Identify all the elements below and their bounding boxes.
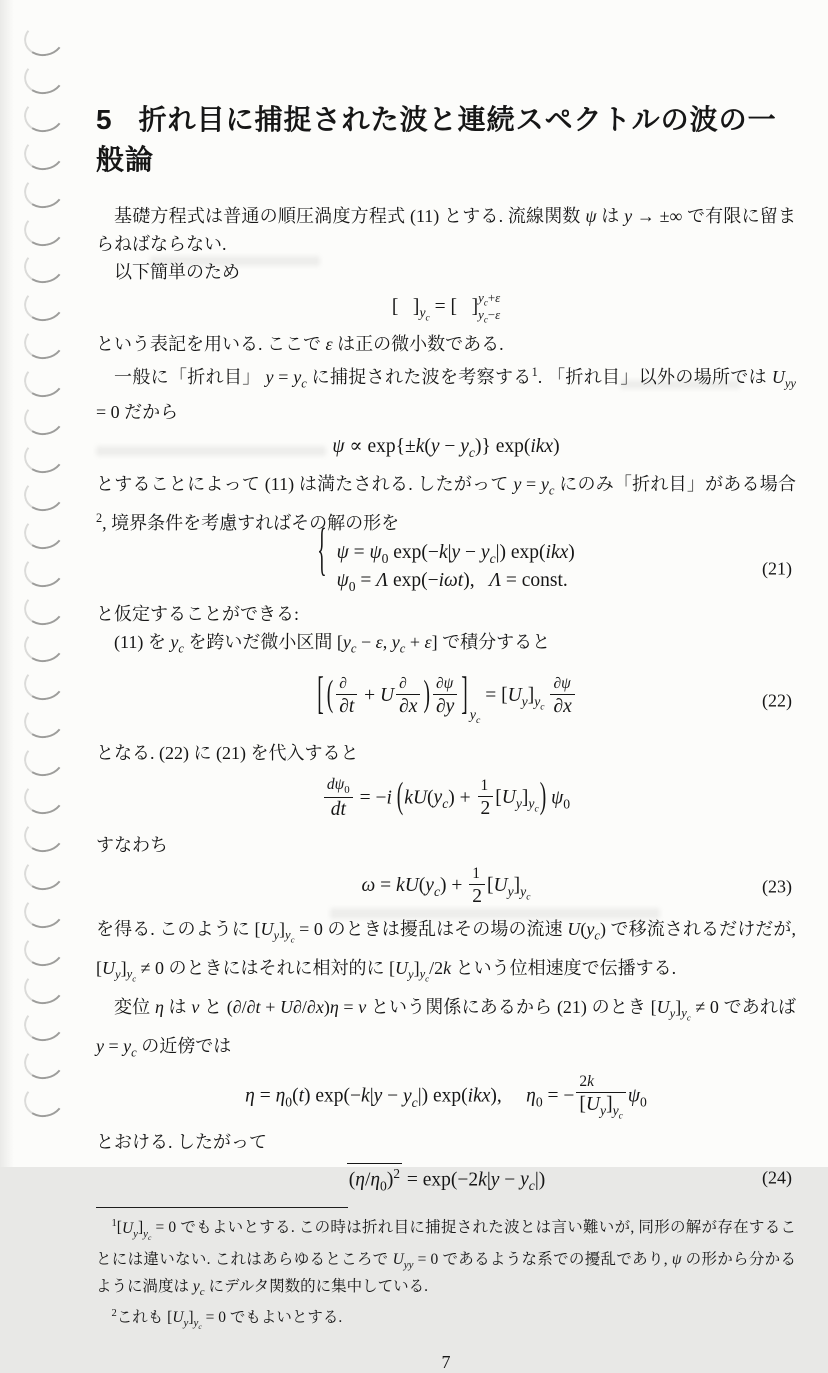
binding-hole-mark: [21, 853, 66, 893]
paragraph-therefore: とおける. したがって: [96, 1132, 267, 1153]
footnotes: [96, 1207, 796, 1338]
footnote-rule: [96, 1207, 348, 1208]
section-heading: [96, 100, 796, 180]
equation-number: (23): [762, 876, 792, 897]
binding-hole-mark: [21, 1080, 66, 1120]
math-expression: $\psi \propto \exp\{\pm k(y - y_c)\}$ exp(ikx): [332, 436, 560, 461]
equation-24: [96, 1161, 796, 1195]
scanner-edge-shadow: [0, 0, 14, 1167]
binding-hole-mark: [21, 19, 66, 59]
page-content: [96, 100, 796, 1373]
binding-hole-mark: [21, 739, 66, 779]
binding-hole-mark: [21, 360, 66, 400]
math-expression: [ ( $\frac{\partial}{\partial t}$ + U $\frac{\partial}{\partial x}$ ) $\frac{\partial\psi}{\partial y}$ ] $y_c = [U_y]_{y_c}$ $\frac{\partial\psi}{\partial x}$: [315, 675, 577, 726]
math-expression: $\omega = kU(y_c)$ + $\frac{1}{2}$ $[U_y]_{y_c}$: [361, 864, 531, 907]
binding-hole-mark: [21, 284, 66, 324]
page-number: 7: [441, 1352, 451, 1373]
binding-hole-mark: [21, 663, 66, 703]
binding-hole-mark: [21, 436, 66, 476]
equation-number: (24): [762, 1167, 792, 1188]
binding-hole-mark: [21, 549, 66, 589]
equation-21: [96, 520, 796, 595]
paragraph-assume: と仮定することができる:: [96, 603, 299, 624]
binding-hole-mark: [21, 57, 66, 97]
binding-hole-mark: [21, 398, 66, 438]
paragraph-phase-speed: を得る. このように $[U_y]_{y_c} = 0$ のときは擾乱はその場の流速 $U(y_c)$ で移流されるだけだが, $[U_y]_{y_c} \ne 0$ のときにはそれに相対的に $[U_y]_{y_c}/2k$ という位相速度で伝播する.: [96, 918, 796, 984]
paragraph-fold-trapped-wave: 一般に「折れ目」 $y = y_c$ に捕捉された波を考察する$^1$. 「折れ目」以外の場所では $U_{yy} = 0$ だから: [96, 365, 797, 422]
binding-hole-mark: [21, 1004, 66, 1044]
binding-hole-mark: [21, 701, 66, 741]
binding-hole-mark: [21, 322, 66, 362]
paragraph-namely: すなわち: [96, 834, 168, 855]
equation-number: (22): [762, 690, 792, 711]
math-expression: [ ]$_{y_c}$ = [ ] $y_c+\varepsilon$ $y_c-\varepsilon$: [391, 291, 501, 325]
math-expression: $\frac{d\psi_0}{dt}$ = −i ($kU(y_c)$ + $\frac{1}{2}$ $[U_y]_{y_c}$) $\psi_0$: [322, 776, 570, 822]
paragraph-displacement: 変位 η は v と (∂/∂t + U∂/∂x)η = v という関係にあるから (21) のとき $[U_y]_{y_c} \ne 0$ であれば $y = y_c$ の近傍では: [96, 996, 797, 1060]
binding-hole-mark: [21, 208, 66, 248]
equation-22: [96, 668, 796, 734]
section-title: 折れ目に捕捉された波と連続スペクトルの波の一般論: [96, 104, 777, 175]
binding-hole-mark: [21, 170, 66, 210]
binding-hole-mark: [21, 815, 66, 855]
math-expression: $(\eta/\eta_0)^2 = \exp(-2k|y - y_c|)$: [347, 1163, 546, 1194]
math-expression: $\eta = \eta_0(t) \exp(-k|y - y_c|)$ exp(ikx), $\eta_0$ = − $\frac{2k}{[U_y]_{y_c}}$ $\psi_0$: [245, 1073, 647, 1122]
paragraph-substitute: となる. (22) に (21) を代入すると: [96, 742, 359, 763]
footnote-2: $^2$これも $[U_y]_{y_c} = 0$ でもよいとする.: [111, 1308, 343, 1332]
binding-hole-mark: [21, 511, 66, 551]
binding-hole-mark: [21, 587, 66, 627]
equation-psi-proportional: [96, 431, 796, 465]
paragraph-boundary-condition: とすることによって (11) は満たされる. したがって $y = y_c$ にのみ「折れ目」がある場合$^2$, 境界条件を考慮すればその解の形を: [96, 473, 796, 534]
binding-hole-mark: [21, 246, 66, 286]
binding-hole-mark: [21, 966, 66, 1006]
paragraph-notation-intro: 以下簡単のため: [114, 262, 240, 282]
equation-eta: [96, 1071, 796, 1123]
binding-hole-mark: [21, 625, 66, 665]
equation-dpsi0-dt: [96, 772, 796, 826]
binding-hole-mark: [21, 1042, 66, 1082]
binding-hole-mark: [21, 132, 66, 172]
binding-hole-mark: [21, 777, 66, 817]
equation-number: (21): [762, 558, 792, 579]
binding-hole-mark: [21, 474, 66, 514]
binding-hole-mark: [21, 95, 66, 135]
equation-notation: [96, 291, 796, 325]
math-expression: { $\psi = \psi_0$ $\exp(-k|y - y_c|)$ exp(ikx) $\psi_0 = \Lambda$ exp(−iωt), Λ = const.: [317, 520, 575, 594]
paragraph-notation-epsilon: という表記を用いる. ここで ε は正の微小数である.: [96, 334, 504, 354]
equation-23: [96, 864, 796, 910]
footnote-1: $^1[U_y]_{y_c} = 0$ でもよいとする. この時は折れ目に捕捉された波とは言い難いが, 同形の解が存在することには違いない. これはあらゆるところで $U_{yy} = 0$ であるような系での擾乱であり, ψ の形から分かるように渦度は $y_c$ にデルタ関数的に集中している.: [96, 1218, 796, 1299]
binding-hole-mark: [21, 928, 66, 968]
paragraph-basic-equation: 基礎方程式は普通の順圧渦度方程式 (11) とする. 流線関数 ψ は y → ±∞ で有限に留まらねばならない.: [96, 206, 797, 254]
paragraph-integrate-interval: (11) を $y_c$ を跨いだ微小区間 [$y_c - \varepsilon$, $y_c + \varepsilon$] で積分すると: [114, 631, 551, 656]
section-number: 5: [96, 104, 113, 135]
binding-hole-mark: [21, 890, 66, 930]
